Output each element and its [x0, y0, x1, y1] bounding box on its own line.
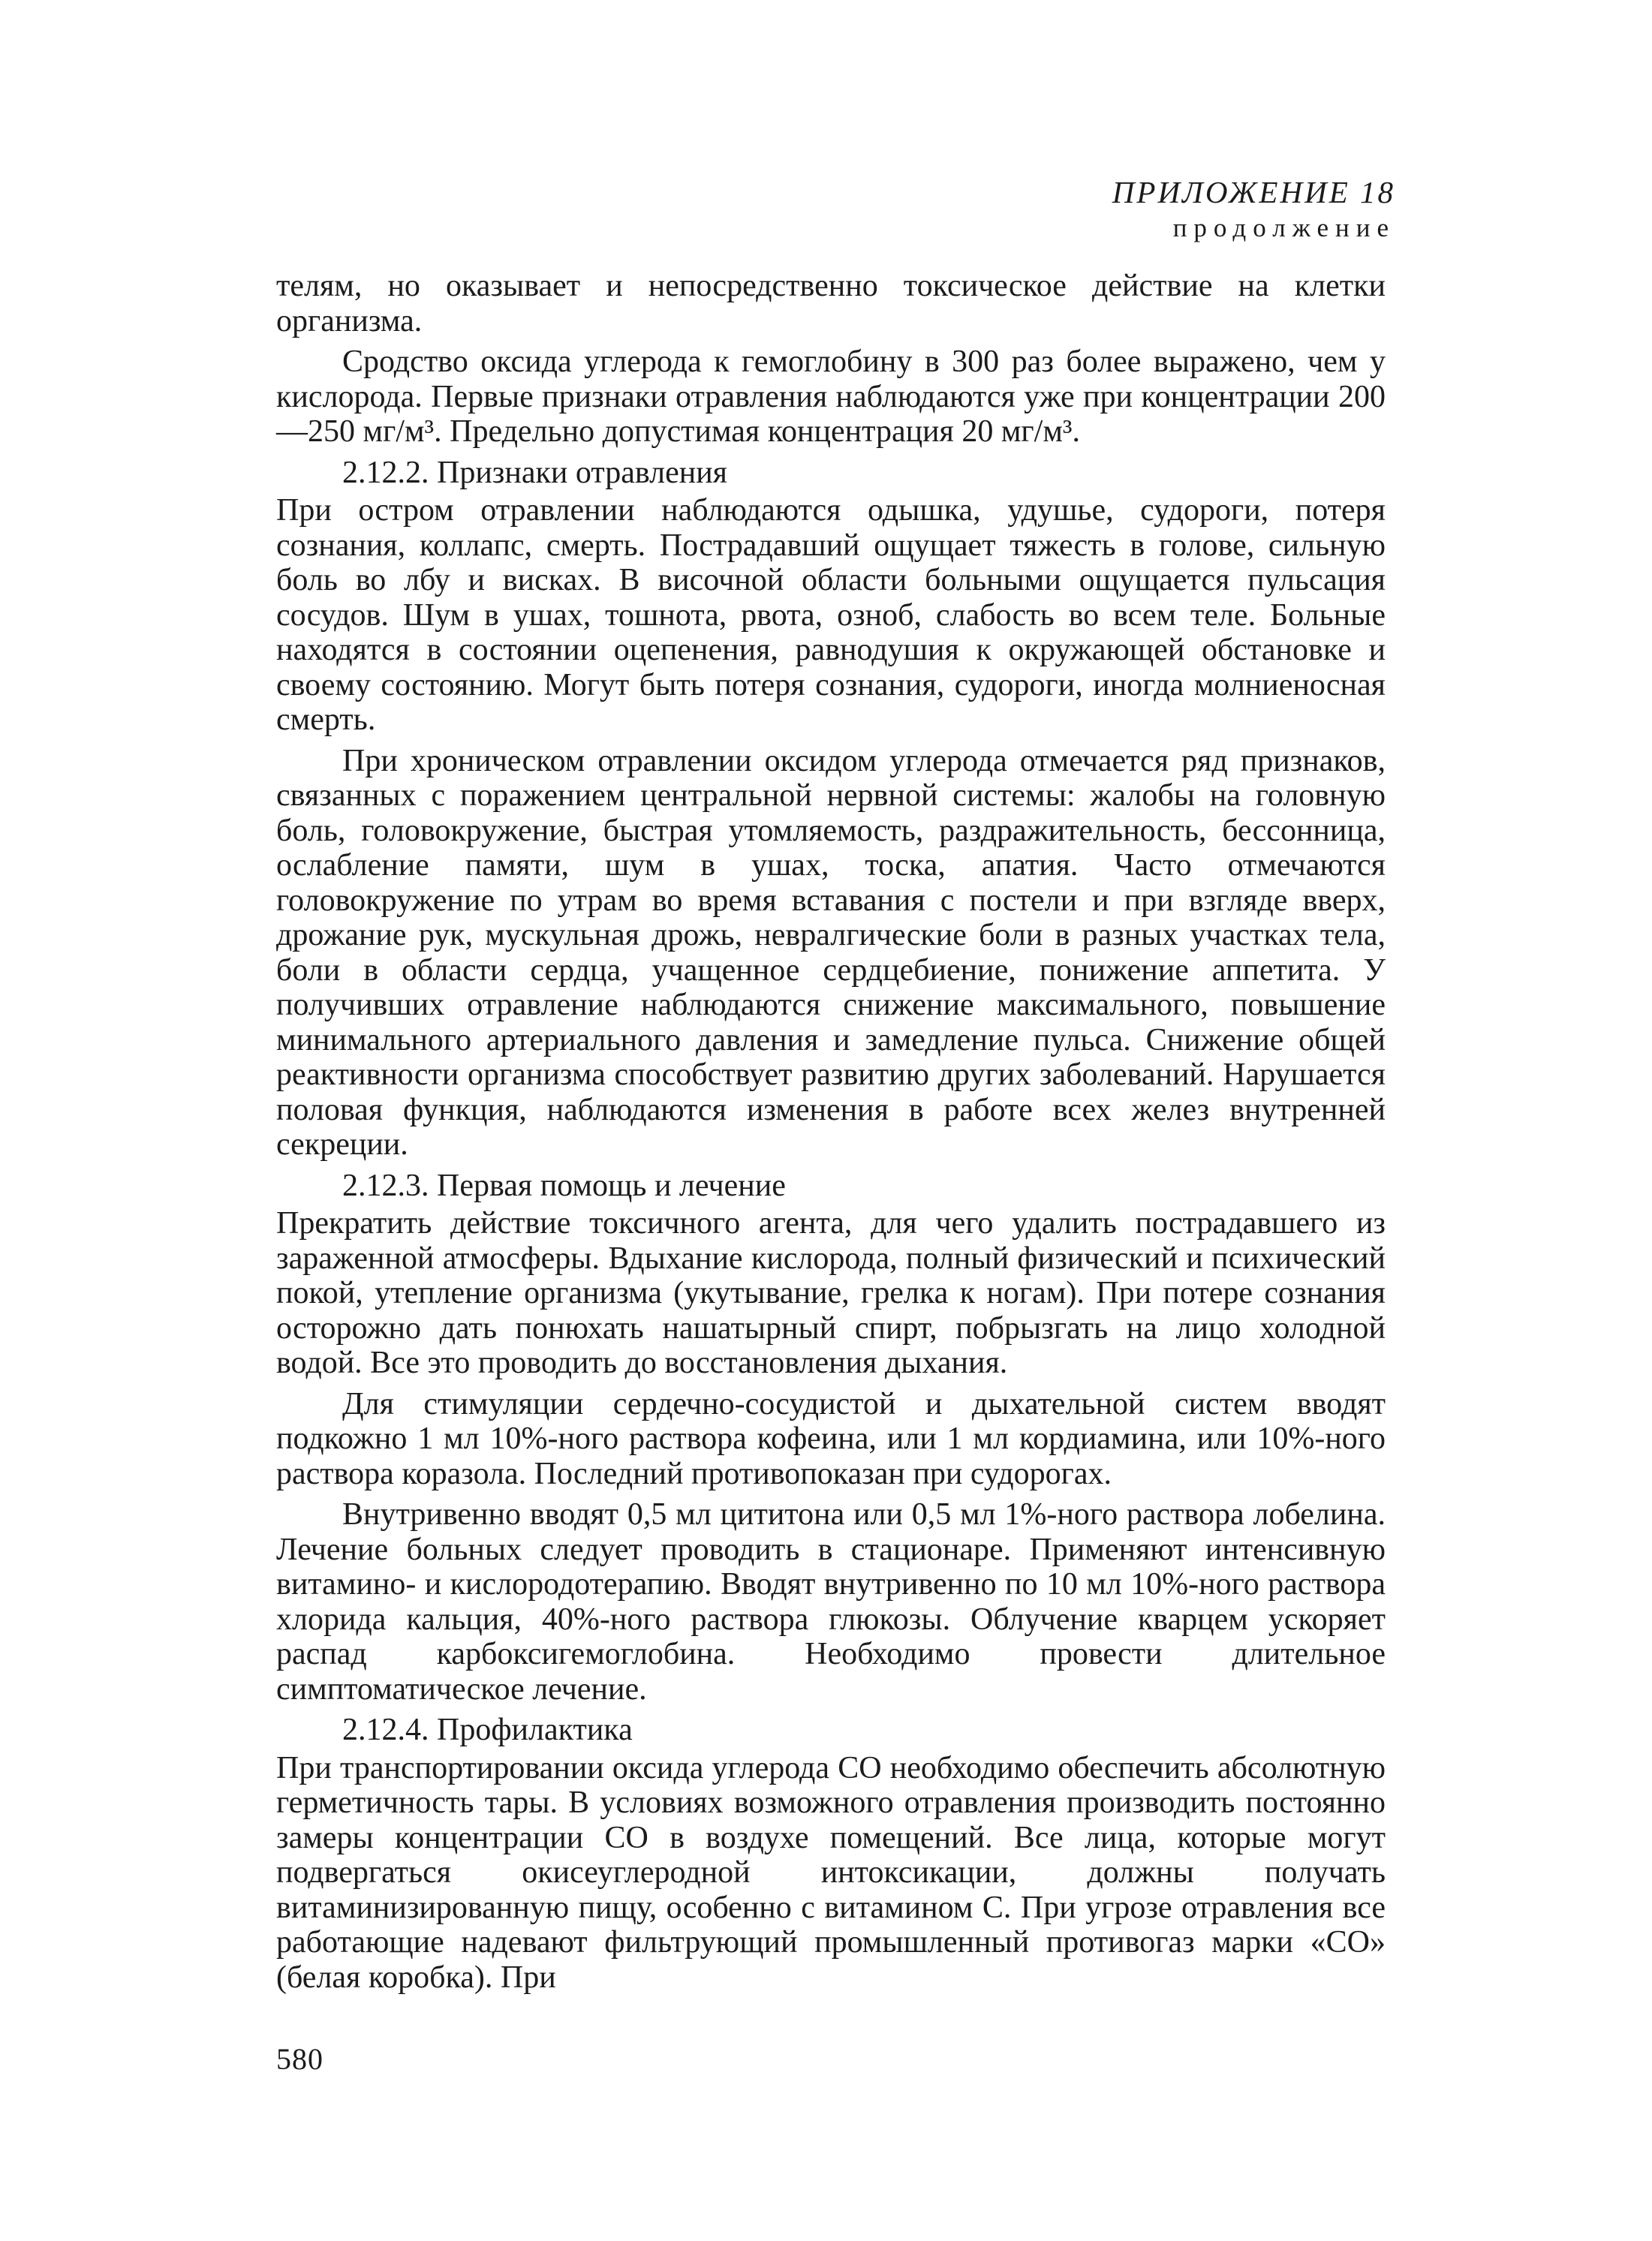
paragraph-stimulation: Для стимуляции сердечно-сосудистой и дыхательной систем вводят подкожно 1 мл 10%-ного раствора кофеина, или 1 мл кордиамина, или 10%-ного раствора коразола. Последний противопоказан при судорогах.	[276, 1386, 1386, 1491]
section-heading-first-aid: 2.12.3. Первая помощь и лечение	[342, 1168, 786, 1203]
paragraph-intravenous: Внутривенно вводят 0,5 мл цититона или 0,5 мл 1%-ного раствора лобелина. Лечение больных следует проводить в стационаре. Применяют интенсивную витамино- и кислородотерапию. Вводят внутривенно по 10 мл 10%-ного раствора хлорида кальция, 40%-ного раствора глюкозы. Облучение кварцем ускоряет распад карбоксигемоглобина. Необходимо провести длительное симптоматическое лечение.	[276, 1497, 1386, 1707]
continued-label: продолжение	[1172, 213, 1395, 242]
page-number: 580	[276, 2042, 323, 2076]
section-heading-signs: 2.12.2. Признаки отравления	[342, 455, 728, 490]
section-heading-prevention: 2.12.4. Профилактика	[342, 1713, 633, 1747]
paragraph-first-aid: Прекратить действие токсичного агента, для чего удалить пострадавшего из зараженной атмосферы. Вдыхание кислорода, полный физический и психический покой, утепление организма (укутывание, грелка к ногам). При потере сознания осторожно дать понюхать нашатырный спирт, побрызгать на лицо холодной водой. Все это проводить до восстановления дыхания.	[276, 1206, 1386, 1380]
body-text	[276, 269, 1386, 2001]
paragraph-affinity: Сродство оксида углерода к гемоглобину в 300 раз более выражено, чем у кислорода. Первые признаки отравления наблюдаются уже при концентрации 200—250 мг/м³. Предельно допустимая концентрация 20 мг/м³.	[276, 344, 1386, 449]
paragraph-acute-poisoning: При остром отравлении наблюдаются одышка, удушье, судороги, потеря сознания, коллапс, смерть. Пострадавший ощущает тяжесть в голове, сильную боль во лбу и висках. В височной области больными ощущается пульсация сосудов. Шум в ушах, тошнота, рвота, озноб, слабость во всем теле. Больные находятся в состоянии оцепенения, равнодушия к окружающей обстановке и своему состоянию. Могут быть потеря сознания, судороги, иногда молниеносная смерть.	[276, 493, 1386, 737]
paragraph-continuation: телям, но оказывает и непосредственно токсическое действие на клетки организма.	[276, 269, 1386, 338]
paragraph-chronic-poisoning: При хроническом отравлении оксидом углерода отмечается ряд признаков, связанных с поражением центральной нервной системы: жалобы на головную боль, головокружение, быстрая утомляемость, раздражительность, бессонница, ослабление памяти, шум в ушах, тоска, апатия. Часто отмечаются головокружение по утрам во время вставания с постели и при взгляде вверх, дрожание рук, мускульная дрожь, невралгические боли в разных участках тела, боли в области сердца, учащенное сердцебиение, понижение аппетита. У получивших отравление наблюдаются снижение максимального, повышение минимального артериального давления и замедление пульса. Снижение общей реактивности организма способствует развитию других заболеваний. Нарушается половая функция, наблюдаются изменения в работе всех желез внутренней секреции.	[276, 743, 1386, 1162]
running-head	[1112, 174, 1395, 246]
appendix-label: ПРИЛОЖЕНИЕ 18	[1112, 175, 1395, 209]
paragraph-prevention: При транспортировании оксида углерода СО необходимо обеспечить абсолютную герметичность тары. В условиях возможного отравления производить постоянно замеры концентрации СО в воздухе помещений. Все лица, которые могут подвергаться окисеуглеродной интоксикации, должны получать витаминизированную пищу, особенно с витамином С. При угрозе отравления все работающие надевают фильтрующий промышленный противогаз марки «СО» (белая коробка). При	[276, 1750, 1386, 1995]
